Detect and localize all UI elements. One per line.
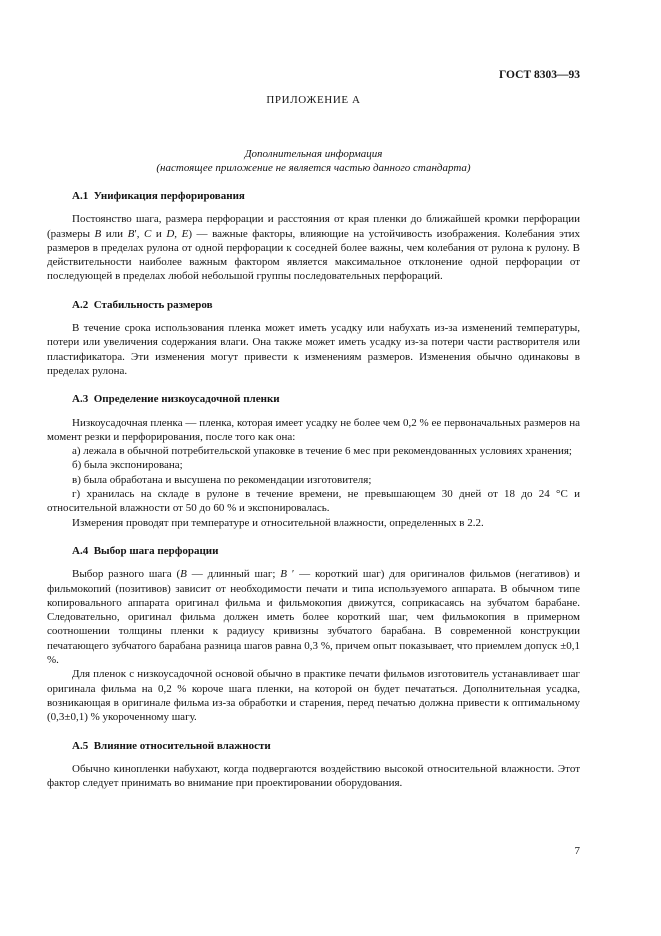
section-paragraph: Для пленок с низкоусадочной основой обычно в практике печати фильмов изготовитель устанавливает шаг оригинала фильма на 0,2 % короче шага пленки, на которой он будет печататься. Дополнительная усадка, возникающая в оригинале фильма из-за обработки и старения, перед печатью должна привести к оптимальному (0,3±0,1) % укороченному шагу. (47, 668, 580, 724)
section-heading: А.3 Определение низкоусадочной пленки (72, 393, 280, 406)
subtitle-line-1: Дополнительная информация (244, 148, 383, 160)
page-number: 7 (574, 845, 580, 857)
section-paragraph: Низкоусадочная пленка — пленка, которая имеет усадку не более чем 0,2 % ее первоначальных размеров на момент резки и перфорирования, после того как она: (47, 416, 580, 443)
subtitle-line-2: (настоящее приложение не является частью данного стандарта) (156, 162, 471, 174)
appendix-title: ПРИЛОЖЕНИЕ А (266, 94, 361, 106)
section-paragraph: в) была обработана и высушена по рекомендации изготовителя; (72, 473, 372, 486)
sections-container (47, 189, 580, 790)
section-heading: А.2 Стабильность размеров (72, 298, 213, 311)
section-heading: А.5 Влияние относительной влажности (72, 739, 271, 752)
section-paragraph: а) лежала в обычной потребительской упаковке в течение 6 мес при рекомендованных условиях хранения; (72, 445, 572, 458)
section-paragraph: Измерения проводят при температуре и относительной влажности, определенных в 2.2. (72, 516, 484, 529)
section-heading: А.4 Выбор шага перфорации (72, 544, 219, 557)
section-paragraph: В течение срока использования пленка может иметь усадку или набухать из-за изменений температуры, потери или увеличения содержания влаги. Она также может иметь усадку из-за потери части растворителя или пластификатора. Эти изменения могут привести к изменениям размеров. Изменения обычно одинаковы в пределах рулона. (47, 322, 580, 377)
section-paragraph: Выбор разного шага (B — длинный шаг; B ′ — короткий шаг) для оригиналов фильмов (негативов) и фильмокопий (позитивов) зависит от необходимости печати и типа используемого аппарата. В обычном типе копировального аппарата оригинал фильма и фильмокопия движутся, соприкасаясь на зубчатом барабане. Следовательно, оригинал фильма должен иметь более короткий шаг, чем фильмокопия в примерном соотношении толщины пленки к радиусу кривизны зубчатого барабана. В современной конструкции печатающего зубчатого барабана разница шагов равна 0,3 %, причем опыт показывает, что приемлем допуск ±0,1 %. (47, 568, 580, 667)
section-paragraph: г) хранилась на складе в рулоне в течение времени, не превышающем 30 дней от 18 до 24 °С и относительной влажности от 50 до 60 % и экспонировалась. (47, 488, 580, 515)
subtitle-block (47, 147, 580, 175)
section-paragraph: Постоянство шага, размера перфорации и расстояния от края пленки до ближайшей кромки перфорации (размеры B или B′, C и D, E) — важные факторы, влияющие на устойчивость изображения. Колебания этих размеров в пределах рулона от одной перфорации к соседней более важны, чем колебания от рулона к рулону. В действительности наиболее важным фактором является максимальное отклонение одной перфорации от последующей в пределах любой небольшой группы последовательных перфораций. (47, 213, 581, 283)
section-paragraph: б) была экспонирована; (72, 459, 183, 472)
doc-code: ГОСТ 8303—93 (499, 69, 580, 81)
section-heading: А.1 Унификация перфорирования (72, 190, 245, 202)
section-paragraph: Обычно кинопленки набухают, когда подвергаются воздействию высокой относительной влажности. Этот фактор следует принимать во внимание при проектировании оборудования. (47, 762, 580, 790)
